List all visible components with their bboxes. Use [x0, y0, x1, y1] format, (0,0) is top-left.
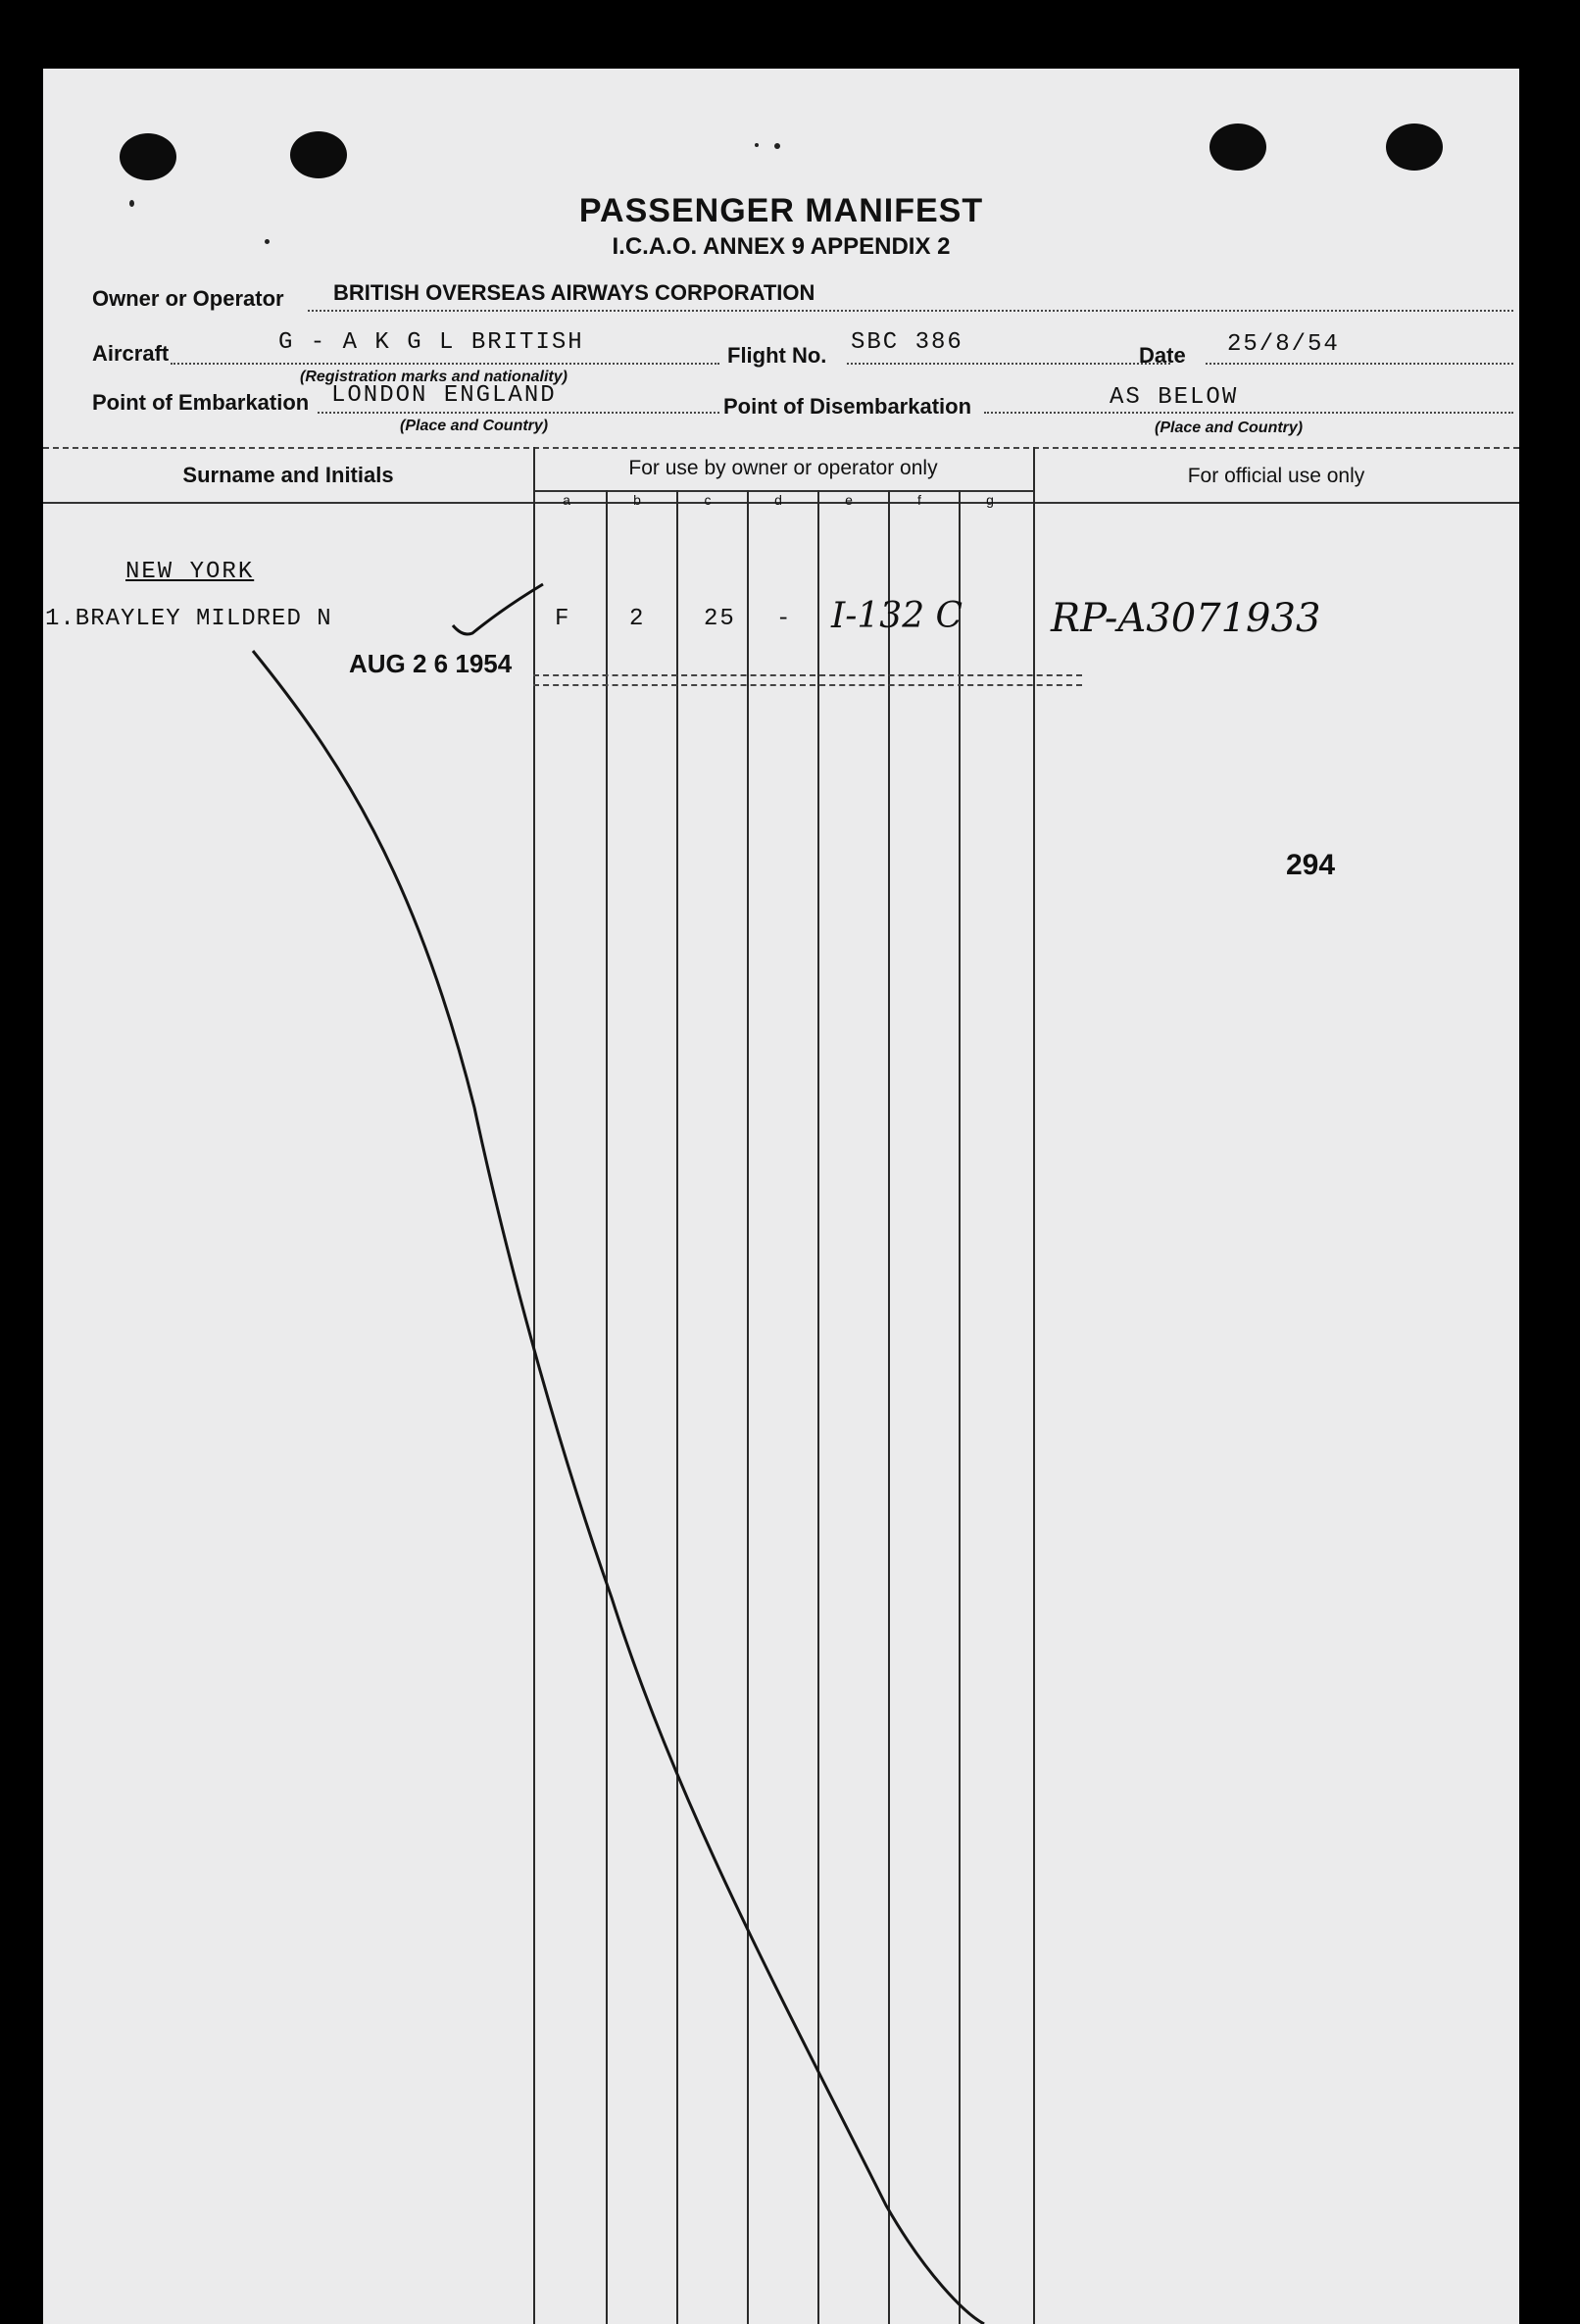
surname-column-header: Surname and Initials — [182, 463, 394, 487]
passenger-name: 1.BRAYLEY MILDRED N — [45, 606, 332, 632]
owner-use-column-header: For use by owner or operator only — [628, 457, 938, 479]
cell-c: 25 — [704, 606, 736, 632]
page-number: 294 — [1286, 849, 1336, 881]
aircraft-note: (Registration marks and nationality) — [300, 369, 568, 385]
embarkation-note: (Place and Country) — [400, 418, 549, 434]
form-title: PASSENGER MANIFEST — [578, 192, 984, 229]
date-label: Date — [1139, 343, 1186, 368]
sub-column-d: d — [774, 492, 782, 508]
date-value: 25/8/54 — [1227, 331, 1340, 358]
manifest-form — [43, 69, 1519, 2324]
flight-value: SBC 386 — [851, 329, 963, 356]
sub-column-b: b — [633, 492, 641, 508]
aircraft-value: G - A K G L BRITISH — [278, 329, 584, 356]
sub-column-e: e — [845, 492, 853, 508]
destination-heading: NEW YORK — [125, 559, 255, 585]
flight-label: Flight No. — [727, 343, 827, 368]
cell-d: - — [776, 606, 793, 632]
official-use-column-header: For official use only — [1187, 465, 1365, 487]
sub-column-g: g — [986, 492, 994, 508]
form-subtitle: I.C.A.O. ANNEX 9 APPENDIX 2 — [612, 233, 951, 260]
owner-value: BRITISH OVERSEAS AIRWAYS CORPORATION — [333, 280, 815, 305]
cell-e-handwritten: I-132 C — [831, 596, 963, 636]
disembarkation-note: (Place and Country) — [1155, 420, 1304, 436]
sub-column-f: f — [917, 492, 921, 508]
cell-a: F — [555, 606, 571, 632]
disembarkation-value: AS BELOW — [1110, 384, 1239, 411]
aircraft-label: Aircraft — [92, 341, 170, 366]
disembarkation-label: Point of Disembarkation — [723, 394, 972, 419]
ink-marks — [43, 69, 1519, 2324]
sub-column-a: a — [563, 492, 570, 508]
cancellation-line — [253, 651, 984, 2324]
sub-column-c: c — [704, 492, 712, 508]
checkmark — [453, 584, 543, 634]
embarkation-label: Point of Embarkation — [92, 390, 310, 415]
owner-label: Owner or Operator — [92, 286, 284, 311]
embarkation-value: LONDON ENGLAND — [331, 382, 557, 409]
official-note-handwritten: RP-A3071933 — [1051, 596, 1321, 641]
cell-b: 2 — [629, 606, 646, 632]
date-stamp: AUG 2 6 1954 — [349, 649, 513, 678]
